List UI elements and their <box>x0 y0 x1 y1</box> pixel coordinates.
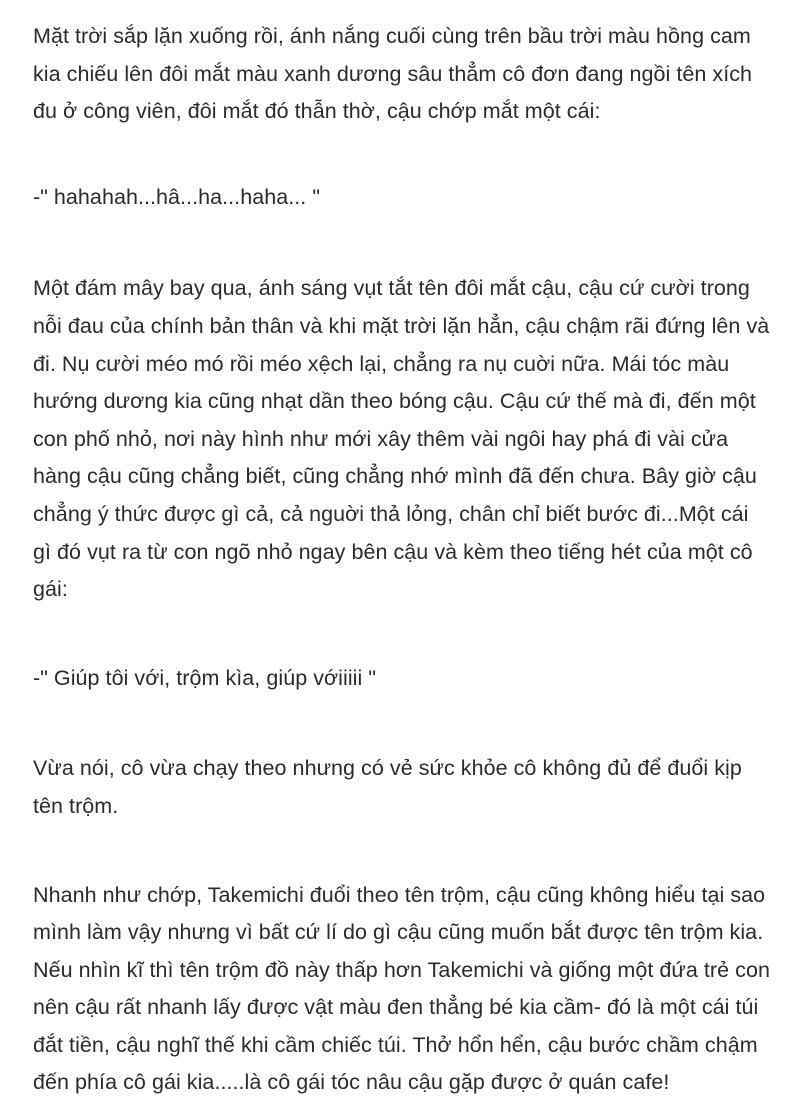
dialogue-laugh: -" hahahah...hâ...ha...haha... " <box>33 184 321 209</box>
paragraph-gap <box>33 131 770 179</box>
paragraph-takemichi: Nhanh như chớp, Takemichi đuổi theo tên trộm, cậu cũng không hiểu tại sao mình làm vậy nhưng vì bất cứ lí do gì cậu cũng muốn bắt được tên trộm kia. Nếu nhìn kĩ thì tên trộm đồ này thấp hơn Takemichi và giống một đứa trẻ con nên cậu rất nhanh lấy được vật màu đen thẳng bé kia cầm- đó là một cái túi đắt tiền, cậu nghĩ thế khi cầm chiếc túi. Thở hổn hển, cậu bước chầm chậm đến phía cô gái kia.....là cô gái tóc nâu cậu gặp được ở quán cafe! <box>33 882 770 1095</box>
paragraph-gap <box>33 826 770 877</box>
paragraph-gap <box>33 697 770 750</box>
paragraph-gap <box>33 609 770 660</box>
paragraph-gap <box>33 216 770 270</box>
paragraph-sunset: Mặt trời sắp lặn xuống rồi, ánh nắng cuối cùng trên bầu trời màu hồng cam kia chiếu lên đôi mắt màu xanh dương sâu thẳm cô đơn đang ngồi tên xích đu ở công viên, đôi mắt đó thẫn thờ, cậu chớp mắt một cái: <box>33 24 753 124</box>
dialogue-help: -" Giúp tôi với, trộm kìa, giúp vớiiiii " <box>33 665 377 690</box>
paragraph-chase-girl: Vừa nói, cô vừa chạy theo nhưng có vẻ sức khỏe cô không đủ để đuổi kịp tên trộm. <box>33 756 742 818</box>
paragraph-walk: Một đám mây bay qua, ánh sáng vụt tắt tên đôi mắt cậu, cậu cứ cười trong nỗi đau của chính bản thân và khi mặt trời lặn hẳn, cậu chậm rãi đứng lên và đi. Nụ cười méo mó rồi méo xệch lại, chẳng ra nụ cuời nữa. Mái tóc màu hướng dương kia cũng nhạt dần theo bóng cậu. Cậu cứ thế mà đi, đến một con phố nhỏ, nơi này hình như mới xây thêm vài ngôi hay phá đi vài cửa hàng cậu cũng chẳng biết, cũng chẳng nhớ mình đã đến chưa. Bây giờ cậu chẳng ý thức được gì cả, cả nguời thả lỏng, chân chỉ biết bước đi...Một cái gì đó vụt ra từ con ngõ nhỏ ngay bên cậu và kèm theo tiếng hét của một cô gái: <box>33 276 770 602</box>
